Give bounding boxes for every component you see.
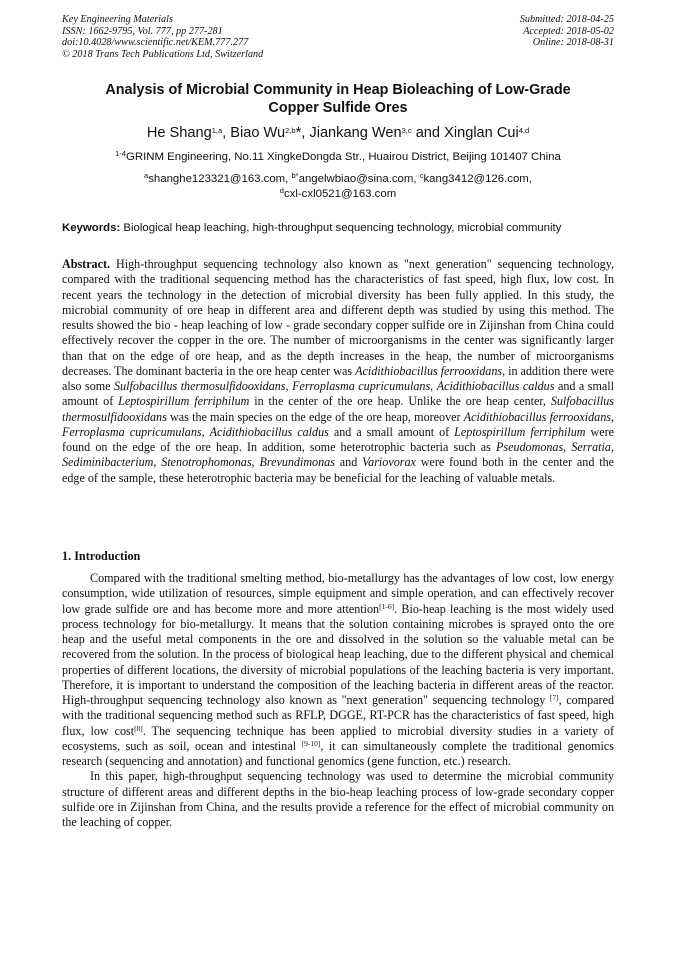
citation-ref: [7] xyxy=(549,693,559,702)
abstract xyxy=(62,257,614,486)
submitted-date: Submitted: 2018-04-25 xyxy=(519,14,614,25)
journal-header xyxy=(62,14,263,60)
intro-paragraph xyxy=(62,571,614,769)
species-name: Ferroplasma cupricumulans xyxy=(62,424,202,439)
abstract-text: and a small amount of xyxy=(328,424,455,439)
intro-paragraph xyxy=(62,769,614,830)
abstract-text: , xyxy=(610,440,614,454)
copyright-line: © 2018 Trans Tech Publications Ltd, Switzerland xyxy=(62,48,264,60)
species-name: Leptospirillum ferriphilum xyxy=(454,424,586,439)
intro-text: , it can simultaneously complete the traditional genomics research (sequencing and annotation) and functional genomics (gene function, etc.) research. xyxy=(62,738,614,768)
abstract-text: in the center of the ore heap. Unlike the ore heap center, xyxy=(249,394,551,409)
affiliation-text: GRINM Engineering, No.11 XingkeDongda Str., Huairou District, Beijing 101407 China xyxy=(126,151,561,163)
species-name: Acidithiobacillus ferrooxidans xyxy=(355,363,503,378)
email-link[interactable]: angelwbiao@sina.com xyxy=(298,173,414,185)
species-name: Brevundimonas xyxy=(259,455,335,470)
section-heading-introduction: 1. Introduction xyxy=(62,549,141,563)
title-line-1: Analysis of Microbial Community in Heap Bioleaching of Low-Grade xyxy=(105,82,571,98)
species-name: Ferroplasma cupricumulans xyxy=(292,379,431,393)
dates-header xyxy=(520,14,614,49)
citation-ref: [1-6] xyxy=(379,601,395,611)
abstract-text: and a small amount of xyxy=(62,379,615,409)
citation-ref: [8] xyxy=(134,723,143,733)
abstract-text: was the main species on the edge of the ore heap, moreover xyxy=(166,409,464,424)
intro-text: Compared with the traditional smelting method, bio-metallurgy has the advantages of low cost, low energy consumption, wide utilization of resources, simple equipment and simple operation, and can effectively recover low grade sulfide ore and has become more and more attention xyxy=(62,571,614,616)
species-name: Sulfobacillus thermosulfidooxidans xyxy=(114,379,286,393)
species-name: Pseudomonas xyxy=(495,440,564,454)
online-date: Online: 2018-08-31 xyxy=(532,37,614,49)
keywords xyxy=(62,221,622,235)
author-name: Biao Wu xyxy=(230,125,286,141)
email-list xyxy=(62,172,614,201)
paper-title xyxy=(62,81,614,117)
abstract-text: , xyxy=(563,440,572,454)
doi-line: doi:10.4028/www.scientific.net/KEM.777.277 xyxy=(62,37,249,49)
accepted-date: Accepted: 2018-05-02 xyxy=(523,25,614,37)
author-name: He Shang xyxy=(146,125,212,141)
species-name: Stenotrophomonas xyxy=(161,455,252,470)
abstract-text: were found both in the center and the edge of the sample, these heterotrophic bacteria may be beneficial for the leaching of valuable metals. xyxy=(62,455,615,485)
intro-text: , compared with the traditional sequencing method such as RFLP, DGGE, RT-PCR has the characteristics of fast speed, high flux, low cost xyxy=(62,693,614,738)
abstract-text: , xyxy=(430,379,437,393)
keywords-text: Biological heap leaching, high-throughput sequencing technology, microbial community xyxy=(123,222,562,234)
journal-name: Key Engineering Materials xyxy=(62,14,173,25)
author-affiliation-sup: 1,a xyxy=(211,126,223,135)
email-link[interactable]: shanghe123321@163.com xyxy=(148,173,286,185)
intro-text: . Bio-heap leaching is the most widely used process technology for bio-metallurgy. It means that the solution containing microbes is sprayed onto the ore heap and the useful metal components in the ore and dissolved in the solution so the valuable metal can be recovered from the solution. In the process of biological heap leaching, due to the different physical and chemical properties of different locations, the diversity of microbial populations of the leaching bacteria is very important. Therefore, it is important to understand the composition of the leaching bacteria in different areas of the reactor. High-throughput sequencing technology also known as "next generation" sequencing technology xyxy=(62,601,614,707)
abstract-text: , in addition there were also some xyxy=(62,363,614,393)
email-link[interactable]: kang3412@126.com xyxy=(423,173,529,185)
species-name: Serratia xyxy=(571,440,611,454)
citation-ref: [9-10] xyxy=(301,738,321,748)
author-affiliation-sup: 4,d xyxy=(518,126,530,135)
abstract-text: , xyxy=(153,455,162,470)
abstract-text: High-throughput sequencing technology also known as "next generation" sequencing technology, compared with the traditional sequencing method has the characteristics of fast speed, high flux, low cost. In recent years the technology in the detection of microbial diversity has been fully applied. In this study, the microbial community of ore heap in different area and different depth was studied by using this method. The results showed the bio - heap leaching of low - grade secondary copper sulfide ore in Zijinshan from China could effectively recover the copper in the ore. The number of microorganisms in the center was significantly larger than that on the edge of ore heap, and as the depth increases in the heap, the number of microorganisms decreases. The dominant bacteria in the ore heap center was xyxy=(62,257,614,378)
species-name: Leptospirillum ferriphilum xyxy=(118,394,250,409)
affiliation-sup: 1-4 xyxy=(115,149,127,158)
abstract-text: , xyxy=(610,409,615,424)
species-name: Sediminibacterium xyxy=(62,455,154,470)
abstract-text: were found on the edge of the ore heap. In addition, some heterotrophic bacteria such as xyxy=(62,424,614,454)
corresponding-mark: * xyxy=(295,125,302,141)
species-name: Acidithiobacillus ferrooxidans xyxy=(463,409,611,424)
intro-text: In this paper, high-throughput sequencing technology was used to determine the microbial community structure of different areas and different depths in the bio-heap leaching process of low-grade secondary copper sulfide ore in Zijinshan from China, and the results provide a reference for the effect of microbial community on the leaching of copper. xyxy=(62,769,614,829)
species-name: Acidithiobacillus caldus xyxy=(436,379,555,393)
introduction-body xyxy=(62,571,614,830)
species-name: Sulfobacillus thermosulfidooxidans xyxy=(62,394,614,424)
email-link[interactable]: cxl-cxl0521@163.com xyxy=(283,187,397,200)
abstract-text: and xyxy=(334,455,363,470)
author-name: Xinglan Cui xyxy=(444,125,519,141)
abstract-text: , xyxy=(285,379,293,393)
species-name: Variovorax xyxy=(362,455,416,470)
author-affiliation-sup: 2,b xyxy=(285,126,296,135)
email-line-2: $^d$cxl-cxl0521@163.com xyxy=(279,185,397,200)
abstract-text: , xyxy=(251,455,260,470)
abstract-text: , xyxy=(201,424,210,439)
keywords-label: Keywords: xyxy=(62,222,121,234)
author-name: Jiankang Wen xyxy=(309,125,402,141)
affiliation xyxy=(62,150,614,164)
intro-text: . The sequencing technique has been applied to microbial diversity studies in a variety of ecosystems, such as soil, ocean and intestinal xyxy=(62,723,614,753)
abstract-label: Abstract. xyxy=(62,257,111,271)
species-name: Acidithiobacillus caldus xyxy=(209,424,329,439)
author-list: He Shang$^{1,a}$, Biao Wu$^{2,b}$*, Jiankang Wen$^{3,c}$ and Xinglan Cui$^{4,d}$ xyxy=(146,125,530,141)
author-affiliation-sup: 3,c xyxy=(401,126,412,135)
email-line-1: $^a$shanghe123321@163.com, $^{b*}$angelwbiao@sina.com, $^c$kang3412@126.com, xyxy=(144,171,532,185)
title-line-2: Copper Sulfide Ores xyxy=(268,100,408,116)
issn-line: ISSN: 1662-9795, Vol. 777, pp 277-281 xyxy=(62,25,223,37)
